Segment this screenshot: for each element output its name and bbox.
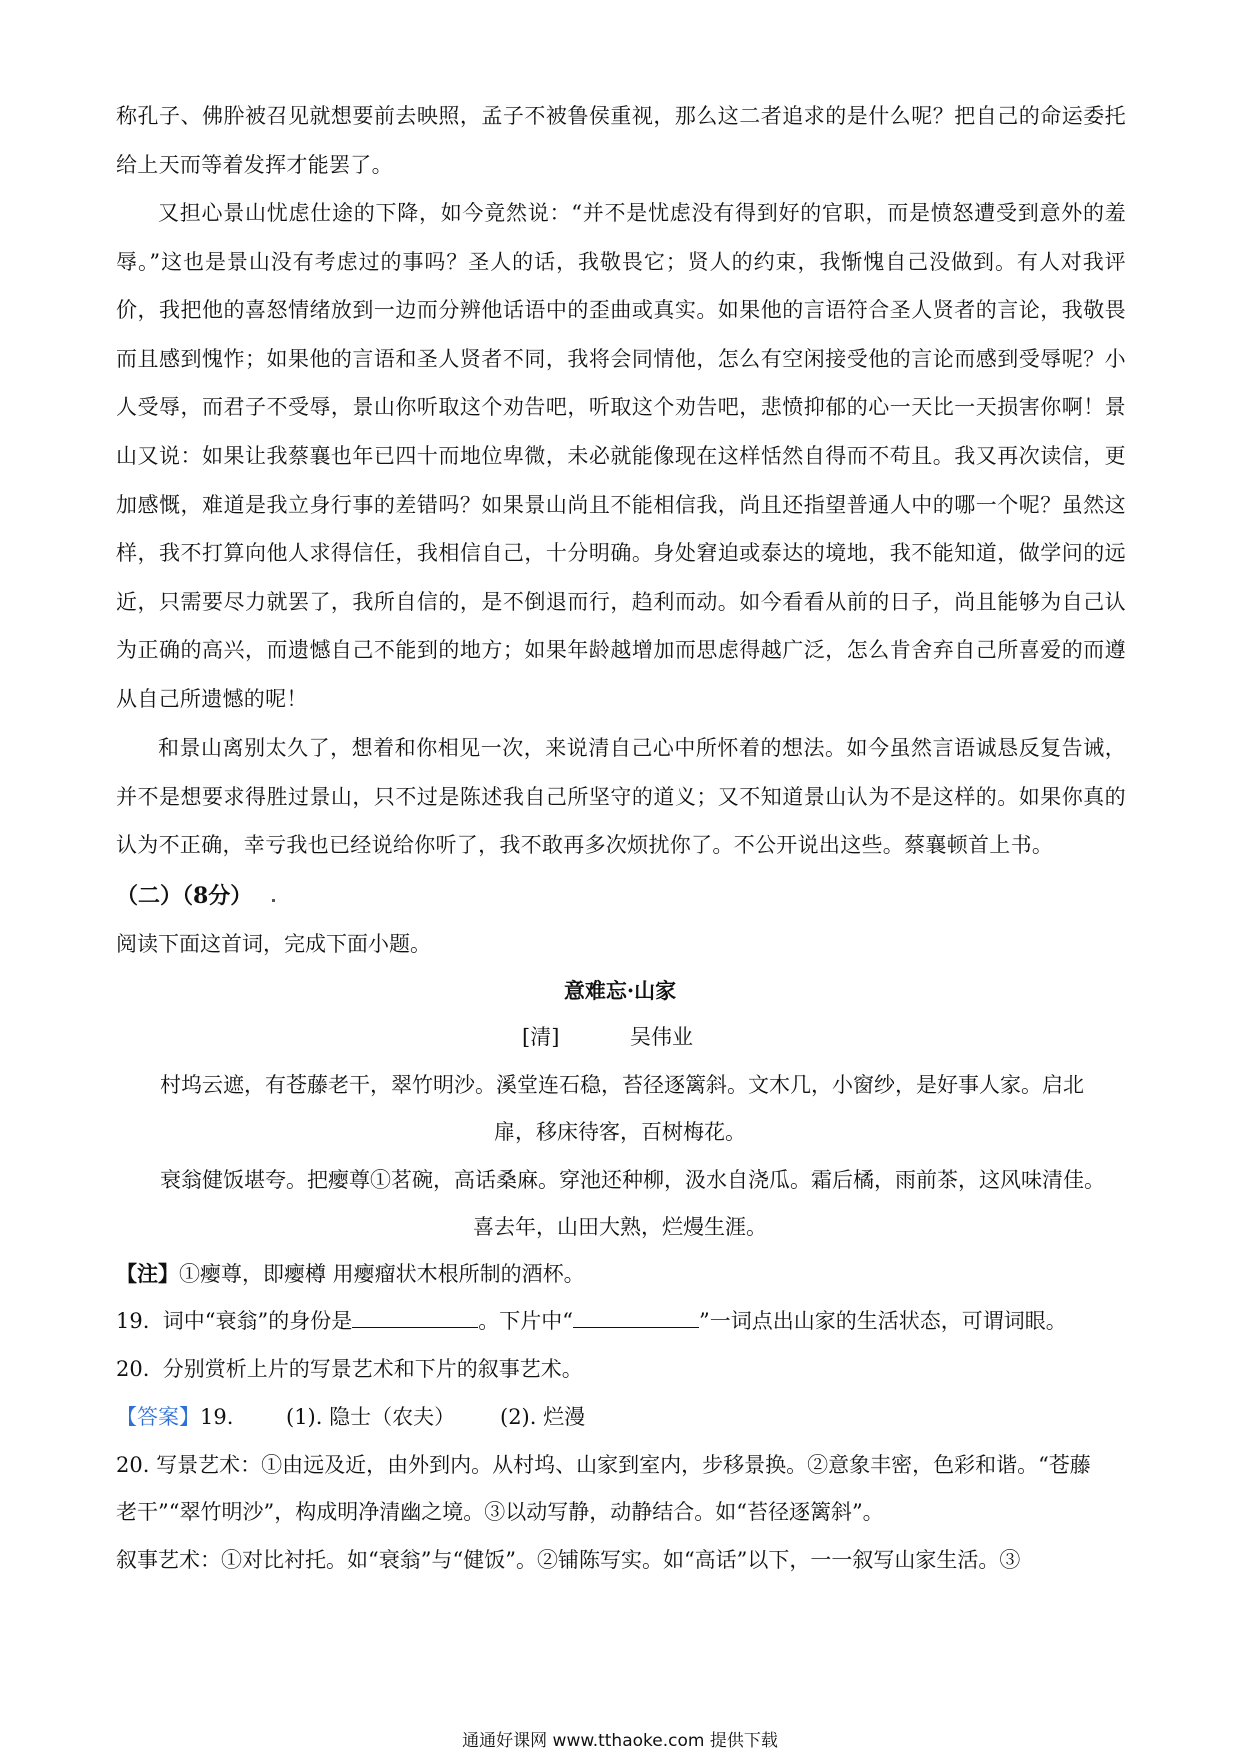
answer-tag: 【答案】: [116, 1405, 200, 1429]
poem-stanza-1-line-1: 村坞云遮，有苍藤老干，翠竹明沙。溪堂连石稳，苔径逐篱斜。文木几，小窗纱，是好事人家。启北: [160, 1073, 1084, 1097]
passage-paragraph-3: 和景山离别太久了，想着和你相见一次，来说清自己心中所怀着的想法。如今虽然言语诚恳反复告诫，并不是想要求得胜过景山，只不过是陈述我自己所坚守的道义；又不知道景山认为不是这样的。如果你真的认为不正确，幸亏我也已经说给你听了，我不敢再多次烦扰你了。不公开说出这些。蔡襄顿首上书。: [116, 736, 1126, 858]
note-tag: 【注】: [116, 1261, 179, 1286]
answer-19-part-1: (1). 隐士（农夫）: [286, 1405, 456, 1429]
passage-paragraph-2: 又担心景山忧虑仕途的下降，如今竟然说：“并不是忧虑没有得到好的官职，而是愤怒遭受到意外的羞辱。”这也是景山没有考虑过的事吗？圣人的话，我敬畏它；贤人的约束，我惭愧自己没做到。有人对我评价，我把他的喜怒情绪放到一边而分辨他话语中的歪曲或真实。如果他的言语符合圣人贤者的言论，我敬畏而且感到愧怍；如果他的言语和圣人贤者不同，我将会同情他，怎么有空闲接受他的言论而感到受辱呢？小人受辱，而君子不受辱，景山你听取这个劝告吧，听取这个劝告吧，悲愤抑郁的心一天比一天损害你啊！景山又说：如果让我蔡襄也年已四十而地位卑微，未必就能像现在这样恬然自得而不苟且。我又再次读信，更加感慨，难道是我立身行事的差错吗？如果景山尚且不能相信我，尚且还指望普通人中的哪一个呢？虽然这样，我不打算向他人求得信任，我相信自己，十分明确。身处窘迫或泰达的境地，我不能知道，做学问的远近，只需要尽力就罢了，我所自信的，是不倒退而行，趋利而动。如今看看从前的日子，尚且能够为自己认为正确的高兴，而遗憾自己不能到的地方；如果年龄越增加而思虑得越广泛，怎么肯舍弃自己所喜爱的而遵从自己所遗憾的呢！: [116, 201, 1126, 711]
poem-dynasty: [清]: [522, 1025, 560, 1049]
note: [116, 1259, 585, 1289]
poem-stanza-1-line-2: 扉，移床待客，百树梅花。: [494, 1120, 746, 1144]
question-19: [116, 1306, 1067, 1336]
passage-paragraph-1: 称孔子、佛肸被召见就想要前去映照，孟子不被鲁侯重视，那么这二者追求的是什么呢？把自己的命运委托给上天而等着发挥才能罢了。: [116, 104, 1126, 177]
q19-blank-2[interactable]: [573, 1309, 699, 1328]
answer-20-line-3: 叙事艺术：①对比衬托。如“衰翁”与“健饭”。②铺陈写实。如“高话”以下，一一叙写山家生活。③: [116, 1548, 1021, 1572]
q19-text-3: ”一词点出山家的生活状态，可谓词眼。: [699, 1309, 1067, 1333]
q20-text: 分别赏析上片的写景艺术和下片的叙事艺术。: [162, 1357, 583, 1381]
stray-dot: [272, 899, 275, 902]
note-text: ①瘿尊，即瘿樽 用瘿瘤状木根所制的酒杯。: [179, 1262, 585, 1286]
section-heading: （二）（8分）: [116, 883, 253, 909]
answer-19-number: 19.: [200, 1405, 234, 1429]
q19-text-2: 。下片中“: [478, 1309, 573, 1333]
q19-text-1: 词中“衰翁”的身份是: [162, 1309, 353, 1333]
answer-19-part-2: (2). 烂漫: [500, 1405, 586, 1429]
poem-stanza-2-line-1: 衰翁健饭堪夸。把瘿尊①茗碗，高话桑麻。穿池还种柳，汲水自浇瓜。霜后橘，雨前茶，这风味清佳。: [160, 1168, 1105, 1192]
poem-title: 意难忘·山家: [563, 978, 677, 1003]
section-instruction: 阅读下面这首词，完成下面小题。: [116, 932, 431, 956]
answer-20-line-2: 老干”“翠竹明沙”，构成明净清幽之境。③以动写静，动静结合。如“苔径逐篱斜”。: [116, 1500, 884, 1524]
q19-blank-1[interactable]: [352, 1309, 478, 1328]
poem-author: 吴伟业: [630, 1025, 693, 1049]
q19-number: 19.: [116, 1309, 150, 1333]
answer-20-line-1: 20. 写景艺术：①由远及近，由外到内。从村坞、山家到室内，步移景换。②意象丰密，色彩和谐。“苍藤: [116, 1453, 1091, 1477]
poem-stanza-2-line-2: 喜去年，山田大熟，烂熳生涯。: [473, 1215, 767, 1239]
page-footer: 通通好课网 www.tthaoke.com 提供下载: [462, 1731, 778, 1751]
question-20: [116, 1354, 583, 1384]
answer-19: [116, 1402, 233, 1432]
q20-number: 20.: [116, 1357, 150, 1381]
